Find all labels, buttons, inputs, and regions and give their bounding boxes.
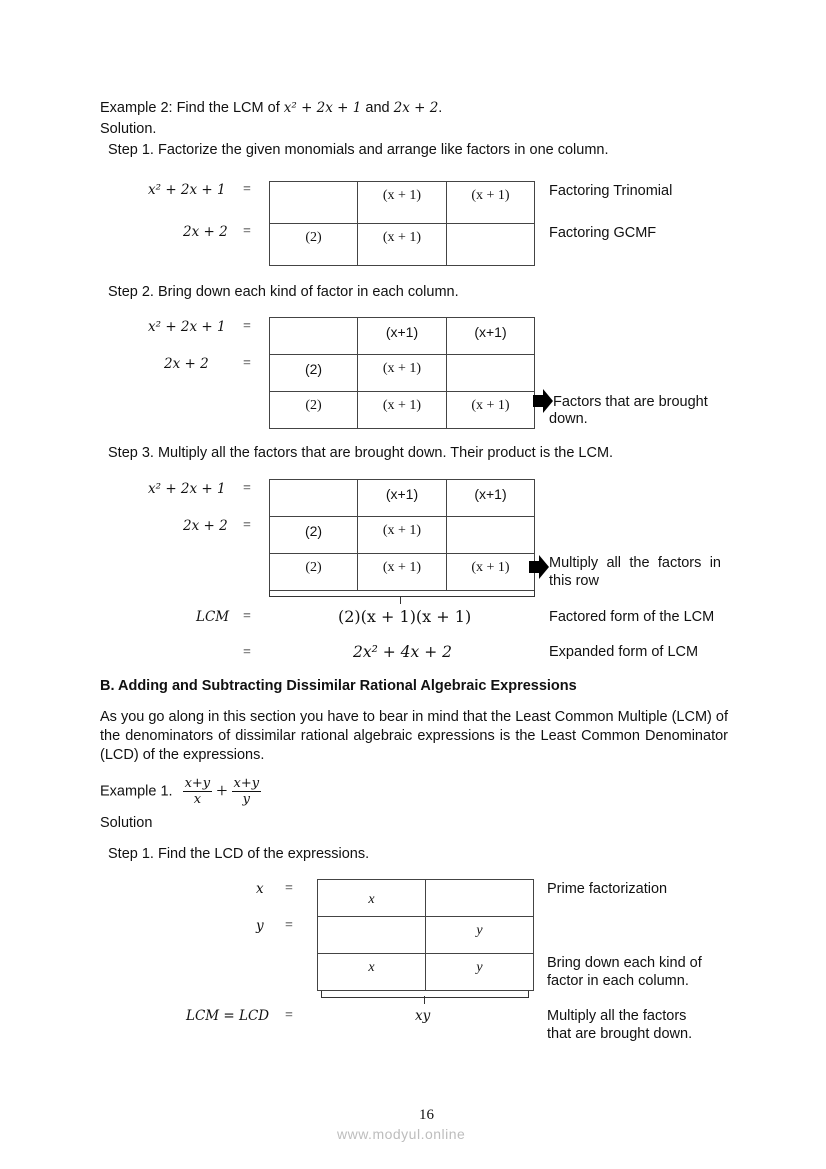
factor-table-1	[269, 181, 535, 266]
cell: x	[318, 954, 426, 991]
cell: (x + 1)	[358, 392, 447, 429]
note-line: this row	[549, 573, 599, 589]
period: .	[438, 100, 443, 116]
note-prime-factorization: Prime factorization	[547, 881, 668, 897]
note-line: that are brought down.	[547, 1026, 693, 1042]
note-bring-down	[547, 954, 702, 990]
cell: (x+1)	[358, 318, 447, 355]
equals-sign: =	[243, 319, 251, 334]
cell: (x+1)	[358, 480, 447, 517]
note-expanded-form: Expanded form of LCM	[549, 644, 699, 660]
note-brought-down	[553, 393, 708, 411]
cell	[270, 318, 358, 355]
cell: (x+1)	[447, 480, 535, 517]
cell: y	[426, 917, 534, 954]
solution-label: Solution.	[100, 121, 157, 137]
cell: (x + 1)	[447, 554, 535, 591]
note-multiply-factors	[547, 1007, 692, 1043]
cell	[447, 517, 535, 554]
note-factoring-trinomial: Factoring Trinomial	[549, 183, 673, 199]
cell: (x + 1)	[447, 182, 535, 224]
factor-table-2	[269, 317, 535, 429]
cell	[426, 880, 534, 917]
brace-tick	[424, 996, 425, 1004]
row-label-y: y	[256, 918, 264, 934]
example1-label: Example 1.	[100, 783, 173, 800]
brace-tick	[400, 596, 401, 604]
cell	[270, 182, 358, 224]
title-text: Example 2: Find the LCM of	[100, 100, 284, 116]
equals-sign: =	[243, 224, 251, 239]
cell: (x + 1)	[358, 355, 447, 392]
step1-text: Step 1. Factorize the given monomials and arrange like factors in one column.	[108, 142, 609, 158]
expr1: x² + 2x + 1	[283, 100, 362, 116]
cell: (x+1)	[447, 318, 535, 355]
cell: (x + 1)	[358, 224, 447, 266]
fraction	[183, 776, 213, 807]
numerator: x+y	[233, 776, 260, 791]
section-b-heading: B. Adding and Subtracting Dissimilar Rational Algebraic Expressions	[100, 678, 577, 694]
row-label-trinomial: x² + 2x + 1	[148, 481, 226, 497]
note-line: Bring down each kind of	[547, 955, 702, 971]
lcm-lcd-label: LCM = LCD	[186, 1008, 270, 1024]
note-factored-form: Factored form of the LCM	[549, 609, 715, 625]
lcm-label: LCM	[196, 609, 230, 625]
row-label-binomial: 2x + 2	[164, 356, 209, 372]
cell	[270, 480, 358, 517]
equals-sign: =	[243, 481, 251, 496]
row-label-binomial: 2x + 2	[183, 518, 228, 534]
cell: (x + 1)	[358, 554, 447, 591]
page-number: 16	[419, 1107, 434, 1123]
equals-sign: =	[243, 182, 251, 197]
cell: (x + 1)	[447, 392, 535, 429]
cell	[447, 224, 535, 266]
solution-label: Solution	[100, 815, 153, 831]
plus-sign: +	[216, 780, 228, 802]
denominator: y	[242, 792, 250, 807]
equals-sign: =	[243, 609, 251, 624]
lcm-factored: (2)(x + 1)(x + 1)	[338, 607, 472, 626]
expr2: 2x + 2	[393, 100, 439, 116]
step2-text: Step 2. Bring down each kind of factor in each column.	[108, 284, 459, 300]
note-line: factor in each column.	[547, 973, 689, 989]
cell: y	[426, 954, 534, 991]
note-multiply-row	[549, 554, 721, 590]
cell: (2)	[270, 392, 358, 429]
row-label-binomial: 2x + 2	[183, 224, 228, 240]
example1-line	[100, 776, 261, 807]
note-line: Factors that are brought	[553, 394, 708, 410]
watermark: www.modyul.online	[337, 1126, 466, 1142]
note-line: Multiply all the factors in	[549, 555, 721, 571]
cell: (x + 1)	[358, 182, 447, 224]
note-line: Multiply all the factors	[547, 1008, 687, 1024]
equals-sign: =	[285, 881, 293, 896]
cell: (2)	[270, 554, 358, 591]
row-label-trinomial: x² + 2x + 1	[148, 319, 226, 335]
lcd-result: xy	[415, 1008, 431, 1024]
equals-sign: =	[243, 645, 251, 660]
cell: x	[318, 880, 426, 917]
brace	[269, 590, 535, 597]
section-b-paragraph: As you go along in this section you have to bear in mind that the Least Common Multiple (LCM) of the denominators of dissimilar rational algebraic expressions is the Least Common Denominator (LCD) of the expressions.	[100, 709, 728, 763]
note-brought-down-2: down.	[549, 411, 588, 427]
cell: (2)	[270, 224, 358, 266]
cell	[318, 917, 426, 954]
note-factoring-gcmf: Factoring GCMF	[549, 225, 657, 241]
row-label-x: x	[256, 881, 264, 897]
equals-sign: =	[243, 356, 251, 371]
cell: (2)	[270, 517, 358, 554]
step1-lcd-text: Step 1. Find the LCD of the expressions.	[108, 846, 370, 862]
equals-sign: =	[243, 518, 251, 533]
numerator: x+y	[184, 776, 211, 791]
factor-table-3	[269, 479, 535, 591]
cell	[447, 355, 535, 392]
denominator: x	[193, 792, 202, 807]
row-label-trinomial: x² + 2x + 1	[148, 182, 226, 198]
and-text: and	[361, 100, 394, 116]
cell: (x + 1)	[358, 517, 447, 554]
equals-sign: =	[285, 918, 293, 933]
lcm-expanded: 2x² + 4x + 2	[353, 643, 452, 661]
example2-title	[100, 100, 442, 116]
lcd-table	[317, 879, 534, 991]
cell: (2)	[270, 355, 358, 392]
brace	[321, 991, 529, 998]
equals-sign: =	[285, 1008, 293, 1023]
step3-text: Step 3. Multiply all the factors that are brought down. Their product is the LCM.	[108, 445, 614, 461]
fraction	[232, 776, 262, 807]
